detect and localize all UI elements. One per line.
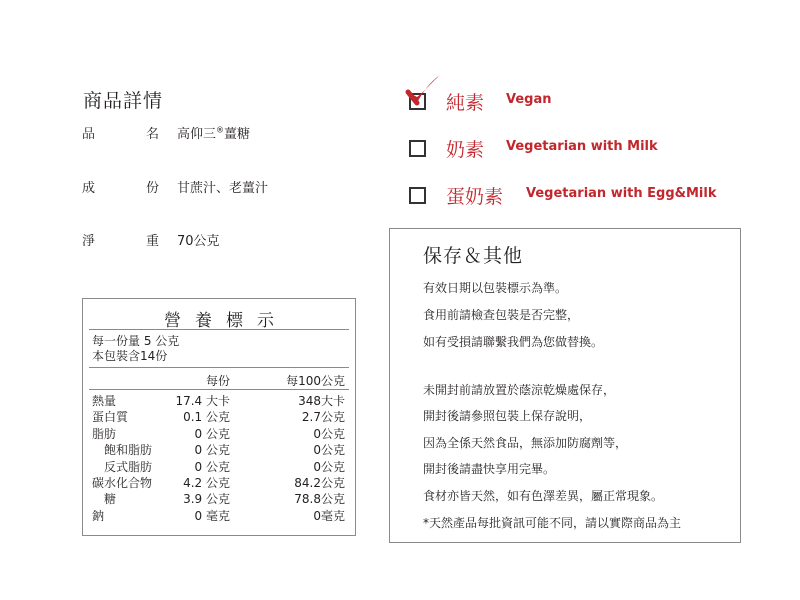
diet-label-en: Vegetarian with Egg&Milk: [526, 186, 717, 201]
nutrition-row: [92, 459, 347, 475]
serving-size: 每一份量 5 公克: [92, 334, 180, 348]
divider: [89, 367, 349, 368]
nutrient-per-serving: 0.1 公克: [183, 410, 230, 425]
red-checkmark-icon: [404, 73, 444, 113]
nutrition-row: [92, 426, 347, 442]
product-name-label: [82, 123, 159, 142]
nutrition-row: [92, 393, 347, 409]
nutrient-name: 脂肪: [92, 426, 117, 441]
label-char: 名: [146, 127, 160, 142]
storage-title: 保存＆其他: [423, 245, 524, 267]
nutrient-name: 糖: [104, 492, 117, 507]
nutrient-per-serving: 0 公克: [194, 459, 230, 474]
nutrient-per-serving: 4.2 公克: [183, 476, 230, 490]
storage-line: 食材亦皆天然，如有色澤差異，屬正常現象。: [423, 489, 664, 503]
net-weight-value: 70公克: [177, 234, 220, 249]
nutrient-per-serving: 0 毫克: [194, 508, 230, 523]
label-char: 重: [146, 234, 160, 249]
net-weight-label: [82, 230, 159, 249]
label-char: 成: [82, 181, 96, 196]
nutrition-row: [92, 475, 347, 491]
nutrient-per-100g: 84.2公克: [294, 476, 345, 490]
nutrient-per-100g: 78.8公克: [294, 492, 345, 507]
nutrition-row: [92, 491, 347, 507]
nutrient-per-100g: 0公克: [313, 426, 345, 441]
diet-label-zh: 奶素: [446, 139, 485, 161]
ingredients-label: [82, 177, 159, 196]
storage-line: 開封後請參照包裝上保存說明，: [423, 409, 592, 423]
nutrient-per-100g: 0毫克: [313, 508, 345, 523]
divider: [89, 389, 349, 390]
nutrient-per-100g: 0公克: [313, 459, 345, 474]
nutrient-per-100g: 348大卡: [298, 394, 345, 408]
nutrient-per-100g: 2.7公克: [301, 410, 345, 425]
diet-label-zh: 蛋奶素: [446, 186, 504, 208]
nutrition-row: [92, 508, 347, 524]
nutrient-per-serving: 3.9 公克: [183, 492, 230, 507]
nutrient-name: 反式脂肪: [104, 459, 153, 474]
product-name-text: 高仰三: [177, 127, 217, 142]
nutrient-name: 飽和脂肪: [104, 443, 153, 458]
ingredients-value: 甘蔗汁、老薑汁: [177, 181, 269, 196]
product-details-title: 商品詳情: [83, 90, 164, 112]
storage-line: 食用前請檢查包裝是否完整，: [423, 308, 580, 322]
storage-line: 未開封前請放置於蔭涼乾燥處保存，: [423, 383, 616, 397]
nutrient-name: 蛋白質: [92, 410, 129, 425]
product-name-suffix: 薑糖: [224, 127, 251, 142]
checkbox-icon: [409, 140, 426, 157]
diet-label-en: Vegetarian with Milk: [506, 139, 658, 154]
nutrition-title: 營養標示: [164, 311, 288, 331]
storage-info-box: [389, 228, 741, 543]
storage-line: 有效日期以包裝標示為準。: [423, 281, 568, 295]
registered-mark: ®: [216, 125, 225, 135]
product-name-value: [177, 123, 250, 142]
nutrient-name: 碳水化合物: [92, 476, 153, 490]
nutrient-per-serving: 0 公克: [194, 426, 230, 441]
label-char: 淨: [82, 234, 96, 249]
servings-per-package: 本包裝含14份: [92, 349, 168, 363]
diet-label-zh: 純素: [446, 92, 485, 114]
column-header-per-serving: 每份: [205, 374, 230, 388]
checkbox-icon: [409, 187, 426, 204]
nutrient-name: 熱量: [92, 394, 117, 408]
divider: [89, 329, 349, 330]
storage-line: 開封後請盡快享用完畢。: [423, 462, 556, 476]
storage-line: 因為全係天然食品，無添加防腐劑等，: [423, 436, 628, 450]
nutrient-per-serving: 17.4 大卡: [175, 394, 230, 408]
storage-line: 如有受損請聯繫我們為您做替換。: [423, 335, 604, 349]
label-char: 份: [146, 181, 160, 196]
column-header-per-100g: 每100公克: [286, 374, 345, 388]
label-char: 品: [82, 127, 96, 142]
nutrient-name: 鈉: [92, 508, 105, 523]
nutrient-per-serving: 0 公克: [194, 443, 230, 458]
storage-line: *天然產品每批資訊可能不同，請以實際商品為主: [423, 516, 682, 530]
nutrition-row: [92, 442, 347, 458]
diet-label-en: Vegan: [506, 92, 552, 107]
nutrition-facts-table: [82, 298, 356, 536]
nutrient-per-100g: 0公克: [313, 443, 345, 458]
nutrition-row: [92, 409, 347, 425]
